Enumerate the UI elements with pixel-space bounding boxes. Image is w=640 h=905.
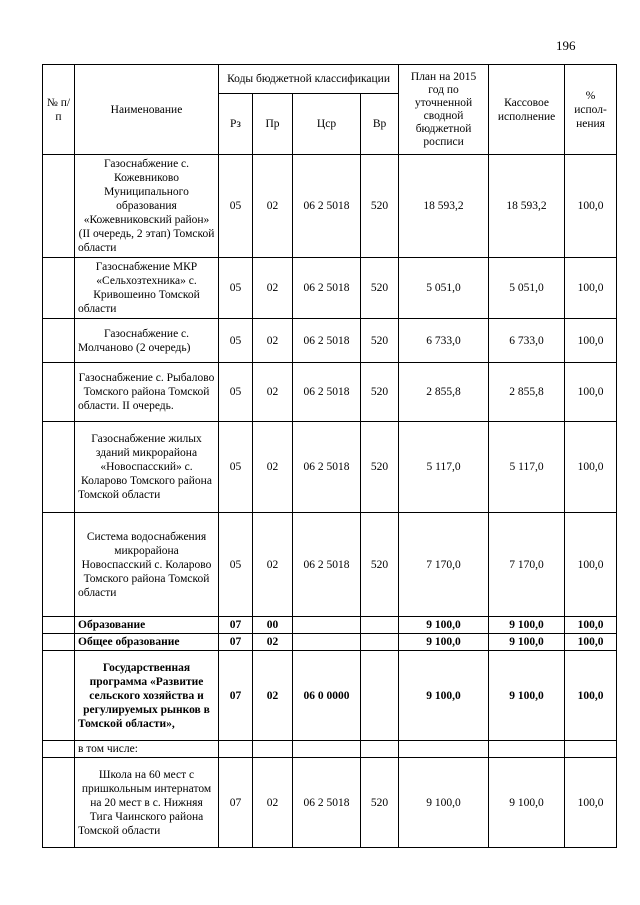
- header-rz: Рз: [219, 94, 253, 155]
- row-rz: 07: [219, 651, 253, 741]
- row-rz: [219, 741, 253, 758]
- row-cash: 9 100,0: [489, 617, 565, 634]
- row-vr: 520: [361, 513, 399, 617]
- row-rz: 07: [219, 634, 253, 651]
- row-vr: [361, 634, 399, 651]
- table-row: [43, 319, 617, 363]
- row-num: [43, 634, 75, 651]
- row-csr: 06 2 5018: [293, 319, 361, 363]
- row-name: Образование: [75, 617, 219, 634]
- header-name: Наименование: [75, 65, 219, 155]
- row-plan: 2 855,8: [399, 363, 489, 422]
- row-csr: 06 2 5018: [293, 258, 361, 319]
- table-row-total: [43, 617, 617, 634]
- row-num: [43, 319, 75, 363]
- row-plan: 5 051,0: [399, 258, 489, 319]
- row-rz: 05: [219, 513, 253, 617]
- row-pct: 100,0: [565, 634, 617, 651]
- header-plan: План на 2015 год по уточненной сводной бюджетной росписи: [399, 65, 489, 155]
- row-rz: 07: [219, 758, 253, 848]
- row-vr: 520: [361, 422, 399, 513]
- row-csr: 06 2 5018: [293, 155, 361, 258]
- row-pct: 100,0: [565, 363, 617, 422]
- row-vr: 520: [361, 319, 399, 363]
- row-rz: 05: [219, 258, 253, 319]
- row-num: [43, 155, 75, 258]
- row-name: Газоснабжение с. Молчаново (2 очередь): [75, 319, 219, 363]
- row-pr: 02: [253, 513, 293, 617]
- row-num: [43, 758, 75, 848]
- row-rz: 05: [219, 422, 253, 513]
- row-cash: 9 100,0: [489, 758, 565, 848]
- row-pct: 100,0: [565, 155, 617, 258]
- row-csr: [293, 634, 361, 651]
- row-plan: 9 100,0: [399, 758, 489, 848]
- row-plan: 5 117,0: [399, 422, 489, 513]
- row-plan: 9 100,0: [399, 651, 489, 741]
- row-name: Газоснабжение МКР «Сельхозтехника» с. Кривошеино Томской области: [75, 258, 219, 319]
- row-cash: [489, 741, 565, 758]
- header-csr: Цср: [293, 94, 361, 155]
- row-cash: 7 170,0: [489, 513, 565, 617]
- header-pct: % испол-нения: [565, 65, 617, 155]
- row-pr: 00: [253, 617, 293, 634]
- row-rz: 05: [219, 363, 253, 422]
- row-pr: 02: [253, 758, 293, 848]
- row-num: [43, 741, 75, 758]
- row-rz: 07: [219, 617, 253, 634]
- row-csr: 06 2 5018: [293, 758, 361, 848]
- row-vr: 520: [361, 758, 399, 848]
- row-pct: 100,0: [565, 319, 617, 363]
- row-num: [43, 513, 75, 617]
- header-cash: Кассовое исполнение: [489, 65, 565, 155]
- row-name: Общее образование: [75, 634, 219, 651]
- budget-table: [42, 64, 617, 848]
- row-plan: 18 593,2: [399, 155, 489, 258]
- row-name: Газоснабжение с. Кожевниково Муниципального образования «Кожевниковский район» (II очередь, 2 этап) Томской области: [75, 155, 219, 258]
- row-pr: 02: [253, 363, 293, 422]
- row-num: [43, 258, 75, 319]
- table-row-total: [43, 634, 617, 651]
- row-name: Система водоснабжения микрорайона Новоспасский с. Коларово Томского района Томской области: [75, 513, 219, 617]
- row-cash: 18 593,2: [489, 155, 565, 258]
- row-csr: 06 0 0000: [293, 651, 361, 741]
- row-csr: [293, 617, 361, 634]
- table-row: [43, 513, 617, 617]
- row-pct: 100,0: [565, 513, 617, 617]
- row-csr: 06 2 5018: [293, 363, 361, 422]
- row-name: Газоснабжение жилых зданий микрорайона «Новоспасский» с. Коларово Томского района Томской области: [75, 422, 219, 513]
- table-row: [43, 741, 617, 758]
- row-csr: [293, 741, 361, 758]
- row-pr: 02: [253, 634, 293, 651]
- row-cash: 5 117,0: [489, 422, 565, 513]
- header-row-1: [43, 65, 617, 94]
- row-name: Школа на 60 мест с пришкольным интернатом на 20 мест в с. Нижняя Тига Чаинского района Томской области: [75, 758, 219, 848]
- row-name: Государственная программа «Развитие сельского хозяйства и регулируемых рынков в Томской области»,: [75, 651, 219, 741]
- table-row: [43, 155, 617, 258]
- row-vr: 520: [361, 363, 399, 422]
- row-pr: [253, 741, 293, 758]
- row-plan: 7 170,0: [399, 513, 489, 617]
- row-cash: 6 733,0: [489, 319, 565, 363]
- header-num: № п/п: [43, 65, 75, 155]
- row-cash: 9 100,0: [489, 651, 565, 741]
- row-plan: 6 733,0: [399, 319, 489, 363]
- row-pct: 100,0: [565, 258, 617, 319]
- row-cash: 5 051,0: [489, 258, 565, 319]
- row-pct: 100,0: [565, 422, 617, 513]
- row-name: Газоснабжение с. Рыбалово Томского района Томской области. II очередь.: [75, 363, 219, 422]
- row-pr: 02: [253, 651, 293, 741]
- row-pr: 02: [253, 319, 293, 363]
- row-pct: 100,0: [565, 617, 617, 634]
- table-row-program: [43, 651, 617, 741]
- header-codes: Коды бюджетной классификации: [219, 65, 399, 94]
- row-cash: 9 100,0: [489, 634, 565, 651]
- header-vr: Вр: [361, 94, 399, 155]
- row-pr: 02: [253, 155, 293, 258]
- table-row: [43, 363, 617, 422]
- row-plan: 9 100,0: [399, 617, 489, 634]
- row-pct: [565, 741, 617, 758]
- row-vr: [361, 617, 399, 634]
- row-num: [43, 363, 75, 422]
- row-name: в том числе:: [75, 741, 219, 758]
- row-cash: 2 855,8: [489, 363, 565, 422]
- row-csr: 06 2 5018: [293, 422, 361, 513]
- page-number: 196: [556, 38, 576, 53]
- row-vr: 520: [361, 258, 399, 319]
- header-pr: Пр: [253, 94, 293, 155]
- table-row: [43, 758, 617, 848]
- row-num: [43, 651, 75, 741]
- row-pr: 02: [253, 258, 293, 319]
- row-pct: 100,0: [565, 651, 617, 741]
- row-plan: 9 100,0: [399, 634, 489, 651]
- row-vr: 520: [361, 155, 399, 258]
- row-num: [43, 422, 75, 513]
- row-csr: 06 2 5018: [293, 513, 361, 617]
- row-num: [43, 617, 75, 634]
- row-vr: [361, 651, 399, 741]
- row-vr: [361, 741, 399, 758]
- row-pr: 02: [253, 422, 293, 513]
- table-row: [43, 258, 617, 319]
- row-plan: [399, 741, 489, 758]
- row-rz: 05: [219, 319, 253, 363]
- row-pct: 100,0: [565, 758, 617, 848]
- table-row: [43, 422, 617, 513]
- row-rz: 05: [219, 155, 253, 258]
